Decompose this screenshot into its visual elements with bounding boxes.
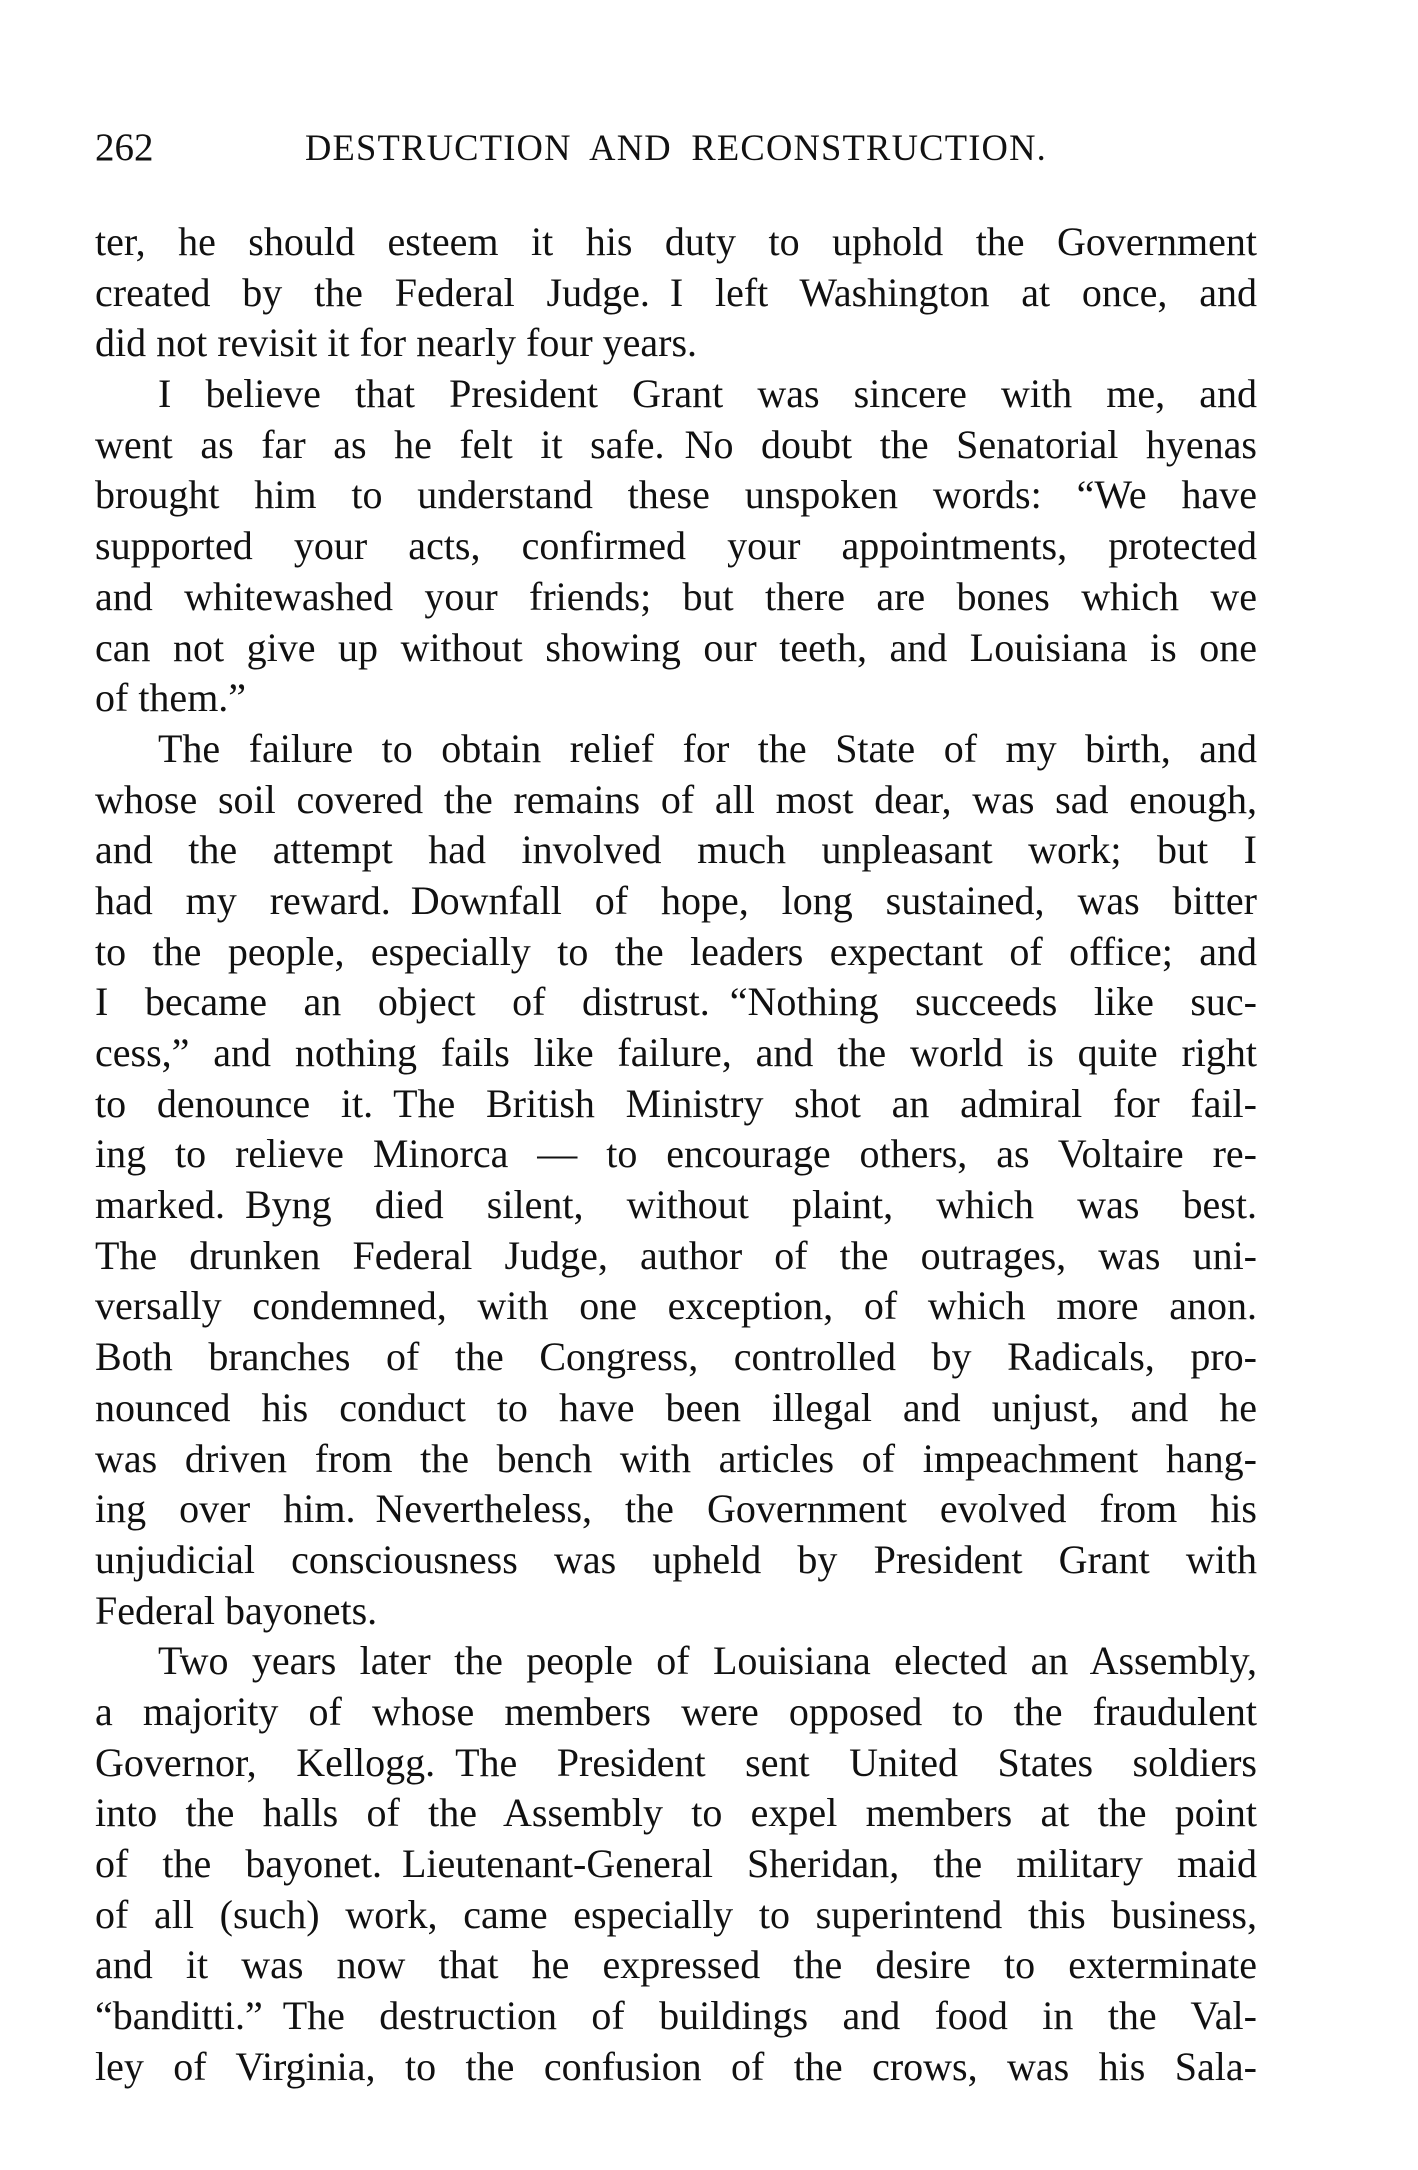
running-head-title: DESTRUCTION AND RECONSTRUCTION.	[305, 127, 1047, 168]
text-line: nounced his conduct to have been illegal and unjust, and he	[95, 1384, 1257, 1430]
text-line: “banditti.” The destruction of buildings and food in the Val-	[95, 1993, 1257, 2039]
text-line: Federal bayonets.	[95, 1587, 378, 1633]
text-line: The failure to obtain relief for the State of my birth, and	[158, 725, 1257, 771]
text-line: The drunken Federal Judge, author of the outrages, was uni-	[95, 1232, 1257, 1278]
text-line: I believe that President Grant was sincere with me, and	[158, 371, 1257, 417]
text-line: into the halls of the Assembly to expel members at the point	[95, 1790, 1257, 1836]
text-line: of them.”	[95, 675, 247, 721]
text-line: created by the Federal Judge. I left Washington at once, and	[95, 269, 1257, 315]
text-line: ter, he should esteem it his duty to uphold the Government	[95, 219, 1257, 264]
text-line: did not revisit it for nearly four years.	[95, 320, 698, 366]
text-line: cess,” and nothing fails like failure, and the world is quite right	[95, 1030, 1257, 1075]
text-line: and it was now that he expressed the desire to exterminate	[95, 1942, 1257, 1988]
text-line: can not give up without showing our teeth, and Louisiana is one	[95, 624, 1257, 670]
text-line: ing to relieve Minorca — to encourage others, as Voltaire re-	[95, 1131, 1257, 1177]
text-line: had my reward. Downfall of hope, long sustained, was bitter	[95, 877, 1257, 923]
text-line: went as far as he felt it safe. No doubt the Senatorial hyenas	[95, 421, 1257, 467]
text-line: to the people, especially to the leaders expectant of office; and	[95, 928, 1257, 974]
text-line: marked. Byng died silent, without plaint, which was best.	[95, 1182, 1257, 1228]
text-line: of the bayonet. Lieutenant-General Sheridan, the military maid	[95, 1841, 1257, 1886]
text-line: a majority of whose members were opposed to the fraudulent	[95, 1688, 1257, 1734]
text-line: to denounce it. The British Ministry shot an admiral for fail-	[95, 1080, 1257, 1126]
running-head	[95, 123, 1257, 173]
text-line: I became an object of distrust. “Nothing succeeds like suc-	[95, 979, 1257, 1025]
text-line: was driven from the bench with articles of impeachment hang-	[95, 1435, 1257, 1481]
text-line: ley of Virginia, to the confusion of the crows, was his Sala-	[95, 2043, 1257, 2089]
text-line: versally condemned, with one exception, of which more anon.	[95, 1283, 1257, 1329]
text-line: ing over him. Nevertheless, the Government evolved from his	[95, 1486, 1257, 1532]
text-line: of all (such) work, came especially to superintend this business,	[95, 1891, 1257, 1937]
text-line: Both branches of the Congress, controlled by Radicals, pro-	[95, 1334, 1257, 1380]
text-line: whose soil covered the remains of all most dear, was sad enough,	[95, 776, 1257, 822]
text-line: Governor, Kellogg. The President sent United States soldiers	[95, 1739, 1257, 1785]
text-line: and the attempt had involved much unpleasant work; but I	[95, 827, 1257, 873]
text-line: and whitewashed your friends; but there are bones which we	[95, 573, 1257, 619]
page-number: 262	[95, 126, 154, 169]
text-line: brought him to understand these unspoken words: “We have	[95, 472, 1257, 518]
text-line: unjudicial consciousness was upheld by President Grant with	[95, 1536, 1257, 1582]
text-line: supported your acts, confirmed your appointments, protected	[95, 523, 1257, 569]
body-text	[95, 217, 1257, 2092]
text-line: Two years later the people of Louisiana elected an Assembly,	[158, 1638, 1257, 1684]
